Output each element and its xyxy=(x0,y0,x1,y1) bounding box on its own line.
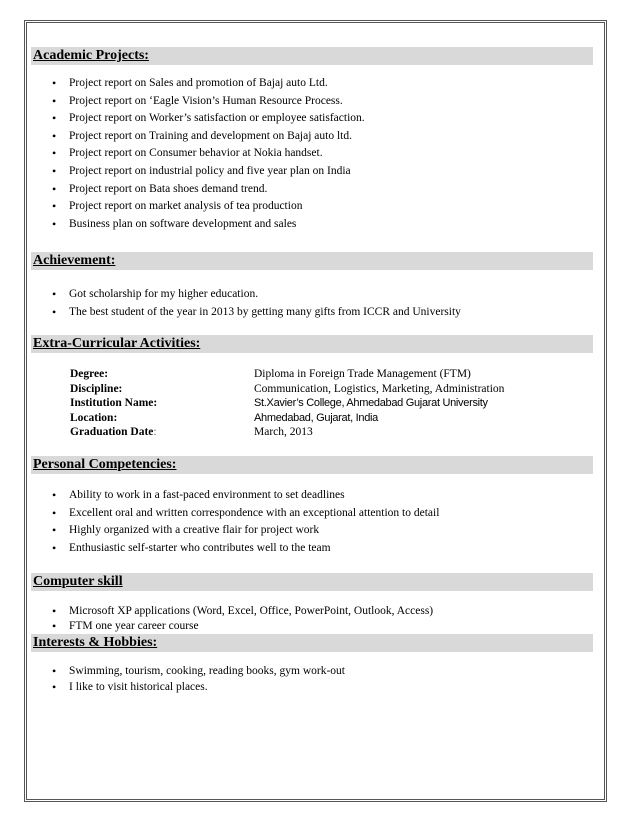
section-title: Achievement: xyxy=(33,253,116,268)
institution-row xyxy=(70,396,504,411)
section-title: Computer skill xyxy=(33,574,123,589)
personal-competencies-list xyxy=(52,487,439,557)
location-value: Ahmedabad, Gujarat, India xyxy=(254,411,378,424)
section-title: Academic Projects: xyxy=(33,48,149,63)
section-title: Extra-Curricular Activities: xyxy=(33,336,201,351)
list-item: • Microsoft XP applications (Word, Excel, Office, PowerPoint, Outlook, Access) xyxy=(52,603,433,619)
section-achievement xyxy=(31,252,593,270)
list-item: • Got scholarship for my higher education. xyxy=(52,286,461,304)
list-item: • I like to visit historical places. xyxy=(52,679,345,695)
degree-value: Diploma in Foreign Trade Management (FTM) xyxy=(254,368,471,380)
section-title: Personal Competencies: xyxy=(33,457,177,472)
location-label: Location: xyxy=(70,411,118,424)
degree-label: Degree: xyxy=(70,368,109,380)
graduation-value: March, 2013 xyxy=(254,426,313,438)
list-item: • Swimming, tourism, cooking, reading books, gym work-out xyxy=(52,663,345,679)
interests-list xyxy=(52,663,345,695)
graduation-row xyxy=(70,425,504,440)
section-extra-curricular xyxy=(31,335,593,353)
section-interests-hobbies xyxy=(31,634,593,652)
graduation-colon: : xyxy=(153,426,157,438)
list-item: • The best student of the year in 2013 by getting many gifts from ICCR and University xyxy=(52,304,461,322)
institution-label: Institution Name: xyxy=(70,397,158,409)
list-item: • Project report on industrial policy and five year plan on India xyxy=(52,163,365,181)
list-item: • Ability to work in a fast-paced environment to set deadlines xyxy=(52,487,439,505)
list-item: • Project report on Consumer behavior at Nokia handset. xyxy=(52,145,365,163)
section-computer-skill xyxy=(31,573,593,591)
discipline-label: Discipline: xyxy=(70,382,123,395)
graduation-label-text: Graduation Date xyxy=(70,426,154,438)
discipline-value: Communication, Logistics, Marketing, Administration xyxy=(254,382,505,395)
list-item: • FTM one year career course xyxy=(52,619,433,633)
list-item: • Highly organized with a creative flair for project work xyxy=(52,522,439,540)
section-title: Interests & Hobbies: xyxy=(33,635,158,650)
degree-row xyxy=(70,367,504,382)
discipline-row xyxy=(70,382,504,397)
location-row xyxy=(70,411,504,426)
list-item: • Project report on Worker’s satisfaction or employee satisfaction. xyxy=(52,110,365,128)
list-item: • Project report on Training and development on Bajaj auto ltd. xyxy=(52,128,365,146)
graduation-label xyxy=(70,425,254,440)
education-details xyxy=(70,367,504,440)
list-item: • Business plan on software development and sales xyxy=(52,216,365,234)
institution-value: St.Xavier’s College, Ahmedabad Gujarat University xyxy=(254,397,488,409)
list-item: • Enthusiastic self-starter who contributes well to the team xyxy=(52,540,439,558)
list-item: • Project report on market analysis of tea production xyxy=(52,198,365,216)
computer-skill-list xyxy=(52,603,433,633)
list-item: • Project report on ‘Eagle Vision’s Human Resource Process. xyxy=(52,93,365,111)
list-item: • Project report on Bata shoes demand trend. xyxy=(52,181,365,199)
section-personal-competencies xyxy=(31,456,593,474)
section-academic-projects xyxy=(31,47,593,65)
achievement-list xyxy=(52,286,461,321)
academic-projects-list xyxy=(52,75,365,233)
list-item: • Excellent oral and written correspondence with an exceptional attention to detail xyxy=(52,505,439,523)
list-item: • Project report on Sales and promotion of Bajaj auto Ltd. xyxy=(52,75,365,93)
